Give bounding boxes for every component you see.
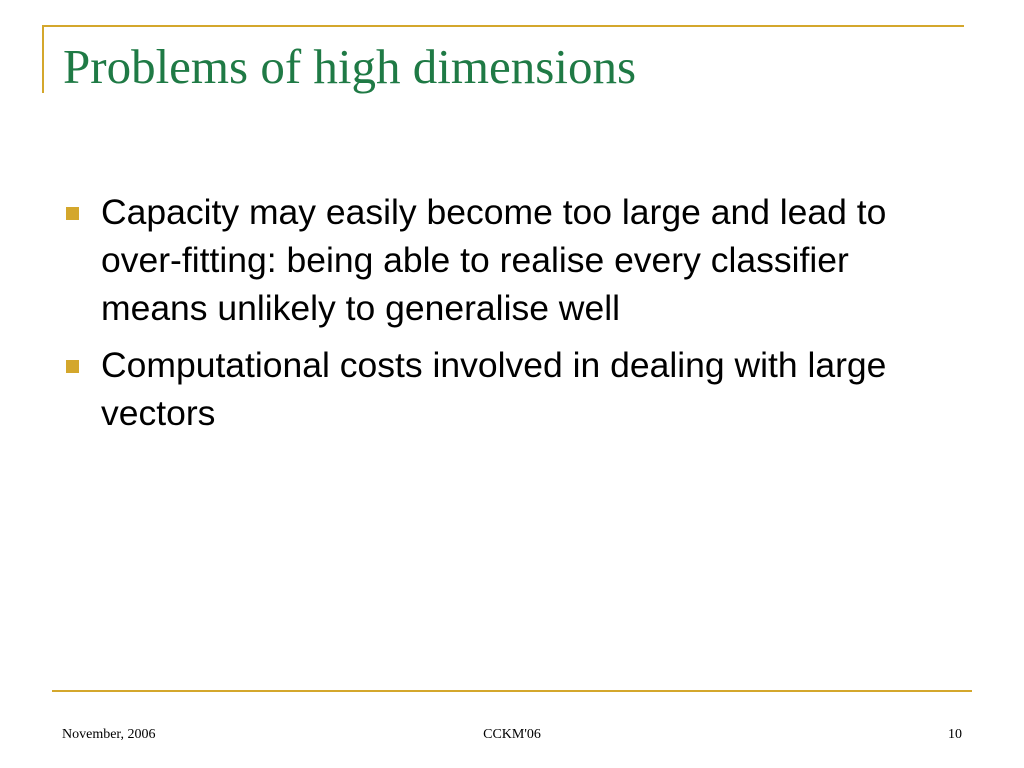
slide-title: Problems of high dimensions [63, 39, 637, 94]
bullet-text: Capacity may easily become too large and lead to over-fitting: being able to realise every classifier means unlikely to generalise well [101, 192, 887, 328]
bullet-list [64, 188, 964, 446]
top-frame-line [42, 25, 964, 27]
square-bullet-icon [66, 360, 79, 373]
bullet-item [64, 341, 964, 437]
footer-date: November, 2006 [62, 727, 156, 742]
page-number: 10 [948, 727, 962, 742]
square-bullet-icon [66, 207, 79, 220]
footer-divider [52, 690, 972, 692]
bullet-text: Computational costs involved in dealing with large vectors [101, 345, 887, 433]
footer-event: CCKM'06 [483, 727, 541, 742]
left-frame-line [42, 25, 44, 93]
bullet-item [64, 188, 964, 332]
